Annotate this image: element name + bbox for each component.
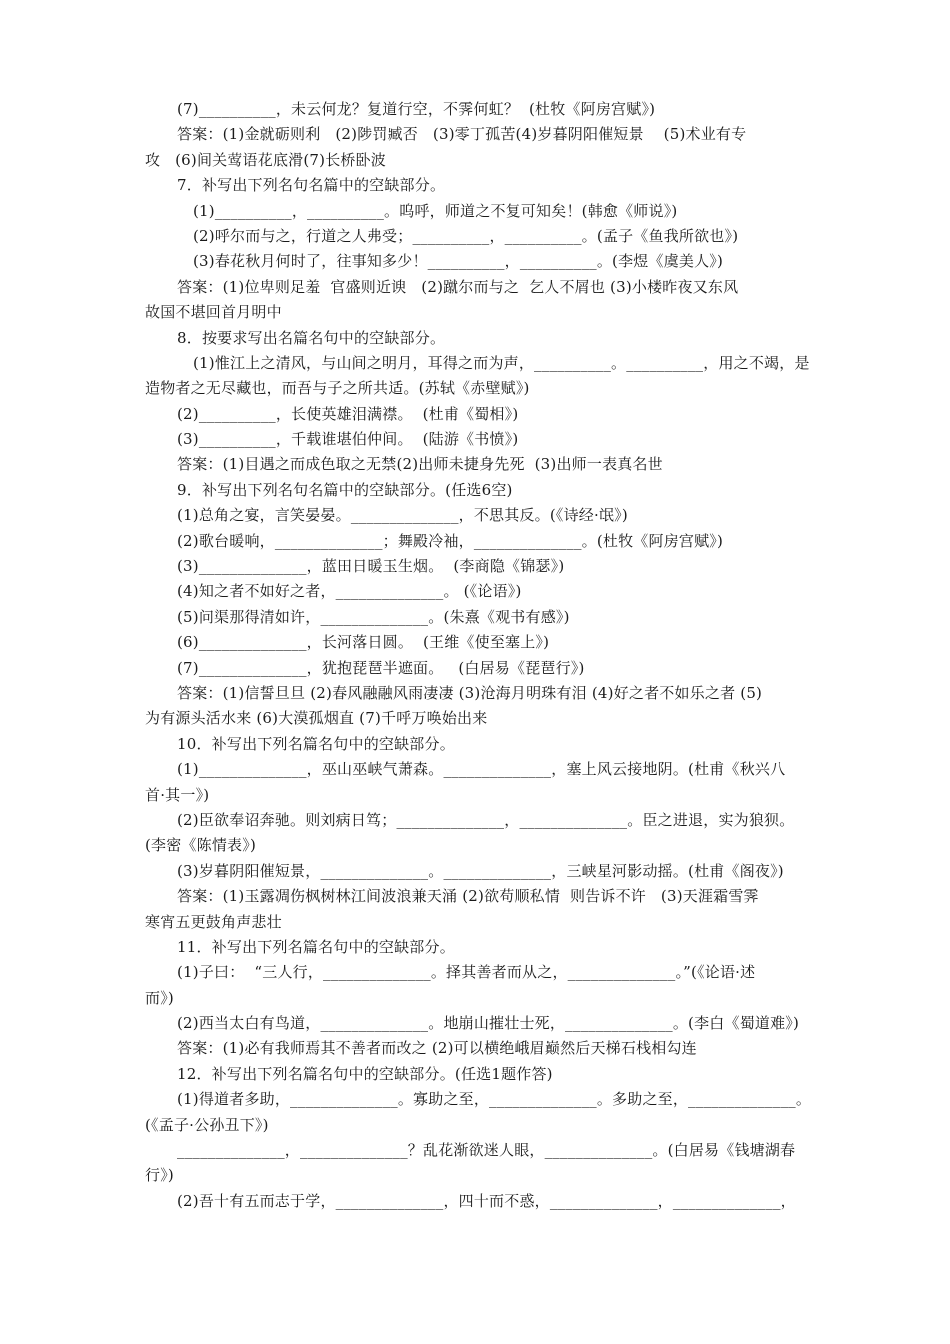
text-line: 答案：(1)玉露凋伤枫树林江间波浪兼天涌 (2)欲苟顺私情 则告诉不许 (3)天涯霜雪霁 xyxy=(177,887,759,906)
text-line: 答案：(1)位卑则足羞 官盛则近谀 (2)蹴尔而与之 乞人不屑也 (3)小楼昨夜又东风 xyxy=(177,277,739,296)
text-line: 答案：(1)目遇之而成色取之无禁(2)出师未捷身先死 (3)出师一表真名世 xyxy=(177,455,663,474)
text-line: 12．补写出下列名篇名句中的空缺部分。(任选1题作答) xyxy=(177,1064,553,1083)
text-line: (7)__________，未云何龙？复道行空，不霁何虹？ (杜牧《阿房宫赋》) xyxy=(177,100,656,118)
text-line: (1)子曰： “三人行，______________。择其善者而从之，______________。”(《论语·述 xyxy=(177,963,756,982)
text-line: 答案：(1)信誓旦旦 (2)春风融融风雨凄凄 (3)沧海月明珠有泪 (4)好之者不如乐之者 (5) xyxy=(177,683,763,702)
text-line: (1)______________，巫山巫峡气萧森。______________，塞上风云接地阴。(杜甫《秋兴八 xyxy=(177,760,786,779)
text-line: (3)岁暮阴阳催短景，______________。______________，三峡星河影动摇。(杜甫《阁夜》) xyxy=(177,861,784,880)
text-line: (5)问渠那得清如许，______________。(朱熹《观书有感》) xyxy=(177,607,570,626)
text-line: (1)得道者多助，______________。寡助之至，______________。多助之至，______________。 xyxy=(177,1090,812,1109)
text-line: 而》) xyxy=(145,988,174,1007)
text-line: (3)______________，蓝田日暖玉生烟。 (李商隐《锦瑟》) xyxy=(177,557,565,576)
text-line: 造物者之无尽藏也，而吾与子之所共适。(苏轼《赤壁赋》) xyxy=(145,379,530,398)
text-line: 7．补写出下列名句名篇中的空缺部分。 xyxy=(177,176,446,195)
text-line: (《孟子·公孙丑下》) xyxy=(145,1115,269,1134)
text-line: 为有源头活水来 (6)大漠孤烟直 (7)千呼万唤始出来 xyxy=(145,709,488,728)
text-line: (李密《陈情表》) xyxy=(145,836,257,855)
document-page xyxy=(145,97,835,1214)
text-line: 9．补写出下列名句名篇中的空缺部分。(任选6空) xyxy=(177,480,513,499)
text-line: (4)知之者不如好之者，______________。 (《论语》) xyxy=(177,582,522,601)
text-line: 行》) xyxy=(145,1166,174,1185)
text-line: 11．补写出下列名篇名句中的空缺部分。 xyxy=(177,937,455,956)
text-line: (3)春花秋月何时了，往事知多少！__________，__________。(李煜《虞美人》) xyxy=(193,252,724,271)
text-line: (2)歌台暖响，______________；舞殿冷袖，______________。(杜牧《阿房宫赋》) xyxy=(177,531,724,550)
text-line: 首·其一》) xyxy=(145,785,210,804)
text-line: 答案：(1)必有我师焉其不善者而改之 (2)可以横绝峨眉巅然后天梯石栈相勾连 xyxy=(177,1039,697,1058)
text-line: 故国不堪回首月明中 xyxy=(145,303,282,322)
text-line: 8．按要求写出名篇名句中的空缺部分。 xyxy=(177,328,446,347)
text-line: 寒宵五更鼓角声悲壮 xyxy=(145,912,282,931)
text-line: (2)臣欲奉诏奔驰。则刘病日笃；______________，______________。臣之进退，实为狼狈。 xyxy=(177,810,795,829)
text-line: 答案：(1)金就砺则利 (2)陟罚臧否 (3)零丁孤苦(4)岁暮阴阳催短景 (5)术业有专 xyxy=(177,125,747,144)
text-line: (1)惟江上之清风，与山间之明月，耳得之而为声，__________。__________，用之不竭，是 xyxy=(193,353,810,372)
text-line: (2)吾十有五而志于学，______________，四十而不惑，______________，______________， xyxy=(177,1191,796,1210)
text-line: 10．补写出下列名篇名句中的空缺部分。 xyxy=(177,734,455,753)
text-line: (7)______________，犹抱琵琶半遮面。 (白居易《琵琶行》) xyxy=(177,658,585,677)
text-line: (3)__________，千载谁堪伯仲间。 (陆游《书愤》) xyxy=(177,430,519,449)
text-line: (1)总角之宴，言笑晏晏。______________，不思其反。(《诗经·氓》) xyxy=(177,506,628,525)
text-line: (6)______________，长河落日圆。 (王维《使至塞上》) xyxy=(177,633,550,652)
text-line: ______________，______________？乱花渐欲迷人眼，______________。(白居易《钱塘湖春 xyxy=(177,1141,796,1160)
text-line: (1)__________，__________。呜呼，师道之不复可知矣！(韩愈《师说》) xyxy=(193,201,678,220)
text-line: (2)西当太白有鸟道，______________。地崩山摧壮士死，______________。(李白《蜀道难》) xyxy=(177,1014,800,1033)
text-line: (2)__________，长使英雄泪满襟。 (杜甫《蜀相》) xyxy=(177,404,519,423)
text-line: (2)呼尔而与之，行道之人弗受；__________，__________。(孟子《鱼我所欲也》) xyxy=(193,226,739,245)
text-line: 攻 (6)间关莺语花底滑(7)长桥卧波 xyxy=(145,150,387,169)
